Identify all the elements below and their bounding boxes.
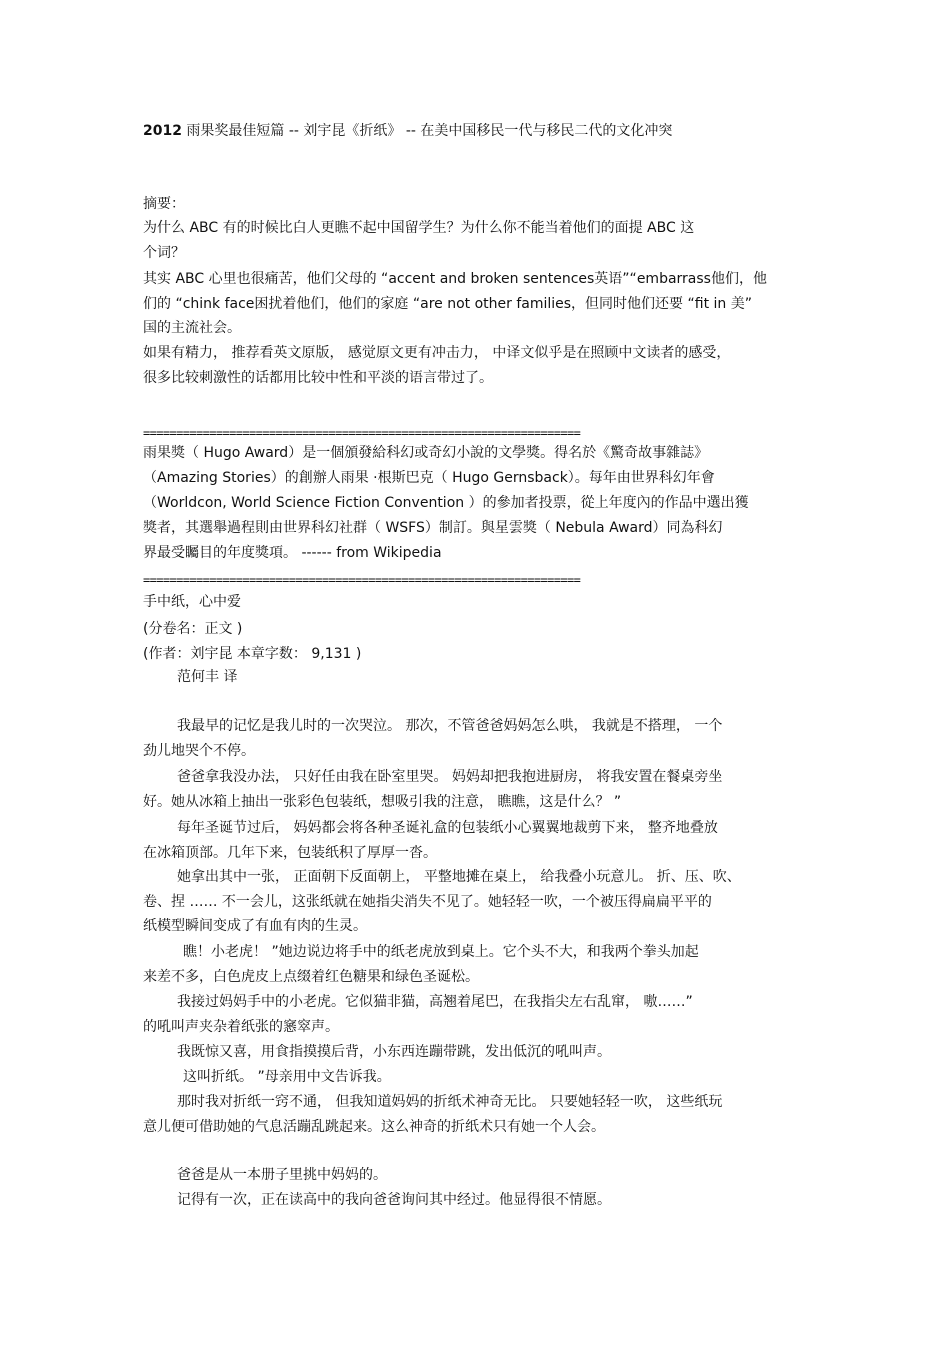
- chapter-translator: 范何丰 译: [177, 669, 238, 685]
- body-line: 劲儿地哭个不停。: [143, 743, 255, 759]
- separator-bottom: ==================================================================: [143, 573, 581, 587]
- abstract-line: 国的主流社会。: [143, 320, 241, 336]
- body-line: 爸爸是从一本册子里挑中妈妈的。: [177, 1167, 387, 1183]
- hugo-line: 雨果獎（ Hugo Award）是一個頒發給科幻或奇幻小說的文學獎。得名於《驚奇故事雜誌》: [143, 445, 709, 461]
- abstract-line: 为什么 ABC 有的时候比白人更瞧不起中国留学生？为什么你不能当着他们的面提 ABC 这: [143, 220, 695, 236]
- abstract-line: 如果有精力， 推荐看英文原版， 感觉原文更有冲击力， 中译文似乎是在照顾中文读者的感受，: [143, 345, 731, 361]
- hugo-line: （Worldcon, World Science Fiction Convention ）的參加者投票，從上年度內的作品中選出獲: [143, 495, 749, 511]
- body-line: 的吼叫声夹杂着纸张的窸窣声。: [143, 1019, 339, 1035]
- body-line: 瞧！小老虎！ ”她边说边将手中的纸老虎放到桌上。它个头不大，和我两个拳头加起: [183, 944, 699, 960]
- body-line: 纸模型瞬间变成了有血有肉的生灵。: [143, 918, 367, 934]
- hugo-line: 獎者，其選舉過程則由世界科幻社群（ WSFS）制訂。與星雲獎（ Nebula Award）同為科幻: [143, 520, 723, 536]
- abstract-label: 摘要：: [143, 196, 185, 212]
- body-line: 每年圣诞节过后， 妈妈都会将各种圣诞礼盒的包装纸小心翼翼地裁剪下来， 整齐地叠放: [177, 820, 718, 836]
- body-line: 来差不多，白色虎皮上点缀着红色糖果和绿色圣诞松。: [143, 969, 479, 985]
- abstract-line: 其实 ABC 心里也很痛苦，他们父母的 “accent and broken sentences英语”“embarrass他们，他: [143, 271, 767, 287]
- body-line: 好。她从冰箱上抽出一张彩色包装纸，想吸引我的注意， 瞧瞧，这是什么？ ”: [143, 794, 622, 810]
- body-line: 这叫折纸。 ”母亲用中文告诉我。: [183, 1069, 391, 1085]
- body-line: 我最早的记忆是我儿时的一次哭泣。 那次，不管爸爸妈妈怎么哄， 我就是不搭理， 一个: [177, 718, 723, 734]
- chapter-heading: 手中纸，心中爱: [143, 594, 241, 610]
- hugo-line: （Amazing Stories）的創辦人雨果 ·根斯巴克（ Hugo Gernsback）。每年由世界科幻年會: [143, 470, 715, 486]
- chapter-volume: (分卷名：正文 ): [143, 621, 243, 637]
- body-line: 那时我对折纸一窍不通， 但我知道妈妈的折纸术神奇无比。 只要她轻轻一吹， 这些纸玩: [177, 1094, 723, 1110]
- abstract-line: 个词？: [143, 245, 185, 261]
- abstract-line: 很多比较刺激性的话都用比较中性和平淡的语言带过了。: [143, 370, 493, 386]
- body-line: 意儿便可借助她的气息活蹦乱跳起来。这么神奇的折纸术只有她一个人会。: [143, 1119, 605, 1135]
- body-line: 在冰箱顶部。几年下来，包装纸积了厚厚一沓。: [143, 845, 437, 861]
- title-year: 2012: [143, 123, 182, 139]
- body-line: 爸爸拿我没办法， 只好任由我在卧室里哭。 妈妈却把我抱进厨房， 将我安置在餐桌旁坐: [177, 769, 723, 785]
- hugo-line: 界最受矚目的年度獎項。 ------ from Wikipedia: [143, 545, 442, 561]
- body-line: 我接过妈妈手中的小老虎。它似猫非猫，高翘着尾巴，在我指尖左右乱窜， 嗷……”: [177, 994, 693, 1010]
- body-line: 卷、捏 …… 不一会儿，这张纸就在她指尖消失不见了。她轻轻一吹，一个被压得扁扁平平的: [143, 894, 712, 910]
- document-title: [143, 121, 843, 141]
- abstract-line: 们的 “chink face困扰着他们，他们的家庭 “are not other families，但同时他们还要 “fit in 美”: [143, 296, 752, 312]
- chapter-author: (作者：刘宇昆 本章字数： 9,131 ): [143, 646, 362, 662]
- body-line: 她拿出其中一张， 正面朝下反面朝上， 平整地摊在桌上， 给我叠小玩意儿。 折、压、吹、: [177, 869, 741, 885]
- separator-top: ==================================================================: [143, 426, 581, 440]
- title-text: 雨果奖最佳短篇 -- 刘宇昆《折纸》 -- 在美中国移民一代与移民二代的文化冲突: [186, 123, 673, 139]
- body-line: 记得有一次，正在读高中的我向爸爸询问其中经过。他显得很不情愿。: [177, 1192, 611, 1208]
- body-line: 我既惊又喜，用食指摸摸后背，小东西连蹦带跳，发出低沉的吼叫声。: [177, 1044, 611, 1060]
